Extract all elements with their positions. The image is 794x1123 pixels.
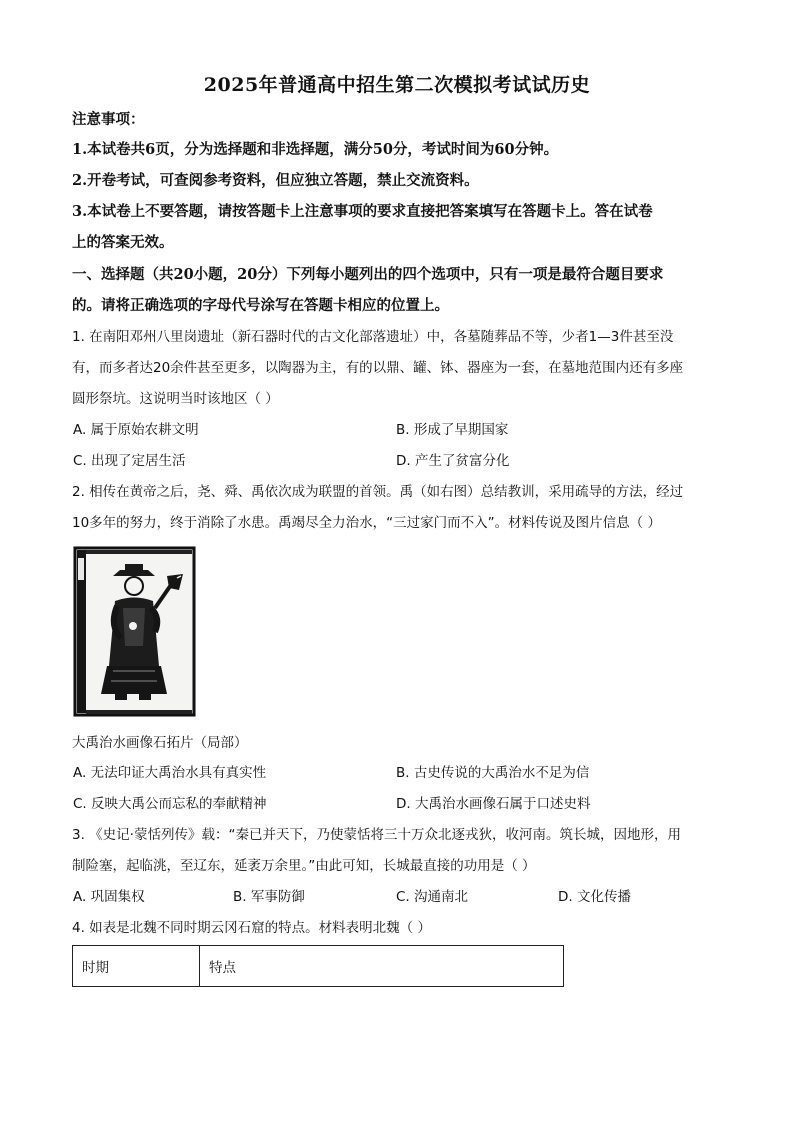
notice-3-cont: 上的答案无效。 — [72, 234, 174, 251]
q1-option-a: A. 属于原始农耕文明 — [73, 422, 199, 438]
q2-option-a: A. 无法印证大禹治水具有真实性 — [73, 765, 267, 781]
q1-stem-2: 有，而多者达20余件甚至更多，以陶器为主，有的以鼎、罐、钵、器座为一套，在墓地范围内还有多座 — [72, 360, 684, 376]
notice-3: 3.本试卷上不要答题，请按答题卡上注意事项的要求直接把答案填写在答题卡上。答在试卷 — [72, 203, 653, 220]
q3-option-b: B. 军事防御 — [233, 889, 305, 905]
section-heading-1: 一、选择题（共20小题，20分）下列每小题列出的四个选项中，只有一项是最符合题目要求 — [72, 266, 664, 283]
q3-option-a: A. 巩固集权 — [73, 889, 145, 905]
q2-stem-1: 2. 相传在黄帝之后，尧、舜、禹依次成为联盟的首领。禹（如右图）总结教训，采用疏导的方法，经过 — [72, 484, 684, 500]
q2-figure-caption: 大禹治水画像石拓片（局部） — [72, 735, 248, 751]
section-heading-2: 的。请将正确选项的字母代号涂写在答题卡相应的位置上。 — [72, 297, 449, 314]
yu-rubbing-image — [73, 546, 196, 717]
q1-stem-3: 圆形祭坑。这说明当时该地区（ ） — [72, 391, 279, 407]
page-title: 2025年普通高中招生第二次模拟考试试历史 — [203, 74, 591, 96]
q3-stem-2: 制险塞，起临洮，至辽东，延袤万余里。”由此可知，长城最直接的功用是（ ） — [72, 858, 536, 874]
q3-stem-1: 3. 《史记·蒙恬列传》载：“秦已并天下，乃使蒙恬将三十万众北逐戎狄，收河南。筑长城，因地形，用 — [72, 827, 681, 843]
q2-option-c: C. 反映大禹公而忘私的奉献精神 — [73, 796, 267, 812]
q4-stem: 4. 如表是北魏不同时期云冈石窟的特点。材料表明北魏（ ） — [72, 920, 431, 936]
q2-stem-2: 10多年的努力，终于消除了水患。禹竭尽全力治水，“三过家门而不入”。材料传说及图片信息（ ） — [72, 515, 661, 531]
q2-option-d: D. 大禹治水画像石属于口述史料 — [396, 796, 591, 812]
notice-1: 1.本试卷共6页，分为选择题和非选择题，满分50分，考试时间为60分钟。 — [72, 141, 559, 158]
q3-option-c: C. 沟通南北 — [396, 889, 469, 905]
notice-2: 2.开卷考试，可查阅参考资料，但应独立答题，禁止交流资料。 — [72, 172, 479, 189]
table-header-period: 时期 — [73, 946, 200, 987]
q1-stem-1: 1. 在南阳邓州八里岗遗址（新石器时代的古文化部落遗址）中，各墓随葬品不等，少者1—3件甚至没 — [72, 329, 674, 345]
q1-option-b: B. 形成了早期国家 — [396, 422, 509, 438]
q3-option-d: D. 文化传播 — [558, 889, 631, 905]
notice-heading: 注意事项： — [72, 111, 145, 128]
q2-option-b: B. 古史传说的大禹治水不足为信 — [396, 765, 590, 781]
table-header-feature: 特点 — [200, 946, 564, 987]
q4-table — [72, 945, 564, 987]
table-row — [73, 946, 564, 987]
q1-option-c: C. 出现了定居生活 — [73, 453, 186, 469]
q1-option-d: D. 产生了贫富分化 — [396, 453, 510, 469]
